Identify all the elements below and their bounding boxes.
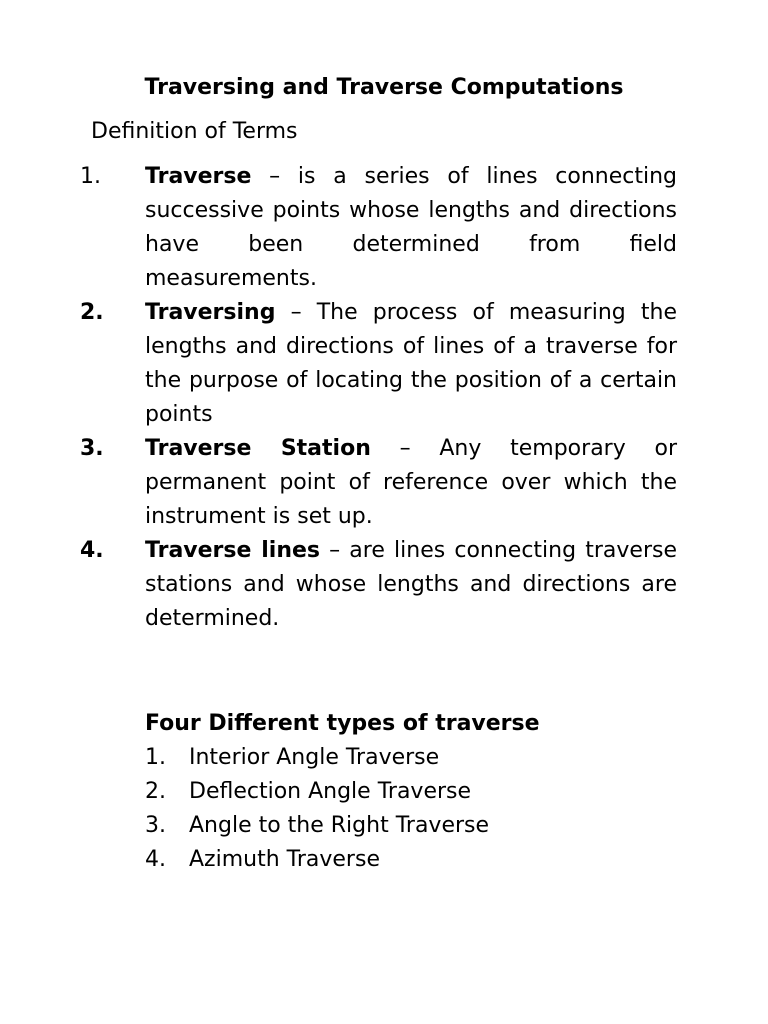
definition-body: – is a series of lines connecting successive points whose lengths and directions have been determined from field measurements.	[145, 164, 677, 291]
list-item	[0, 776, 768, 810]
definition-body: – are lines connecting traverse stations and whose lengths and directions are determined.	[145, 538, 677, 631]
list-item-label: Deflection Angle Traverse	[189, 779, 472, 804]
traverse-types-list	[0, 742, 768, 878]
list-item	[0, 844, 768, 878]
definition-item	[0, 432, 768, 534]
list-item-label: Angle to the Right Traverse	[189, 813, 490, 838]
definition-text	[145, 534, 677, 636]
definition-item	[0, 160, 768, 296]
definition-number: 4.	[80, 538, 104, 563]
definition-text	[145, 432, 677, 534]
definition-text	[145, 160, 677, 296]
list-item-number: 3.	[145, 813, 166, 838]
definition-item	[0, 534, 768, 636]
definition-text	[145, 296, 677, 432]
definition-body: – The process of measuring the lengths and directions of lines of a traverse for the purpose of locating the position of a certain points	[145, 300, 677, 427]
section-heading-types: Four Different types of traverse	[145, 711, 540, 736]
page-title: Traversing and Traverse Computations	[144, 75, 624, 100]
list-item	[0, 742, 768, 776]
list-item-label: Interior Angle Traverse	[189, 745, 440, 770]
definition-term: Traverse lines	[145, 538, 320, 563]
definition-body: – Any temporary or permanent point of reference over which the instrument is set up.	[145, 436, 677, 529]
definition-number: 1.	[80, 164, 101, 189]
definition-list	[0, 160, 768, 636]
definition-number: 3.	[80, 436, 104, 461]
definition-term: Traverse Station	[145, 436, 371, 461]
definition-term: Traverse	[145, 164, 252, 189]
definition-number: 2.	[80, 300, 104, 325]
list-item-label: Azimuth Traverse	[189, 847, 380, 872]
definition-term: Traversing	[145, 300, 276, 325]
list-item	[0, 810, 768, 844]
section-heading-definitions: Definition of Terms	[91, 119, 298, 144]
definition-item	[0, 296, 768, 432]
list-item-number: 4.	[145, 847, 166, 872]
list-item-number: 1.	[145, 745, 166, 770]
list-item-number: 2.	[145, 779, 166, 804]
